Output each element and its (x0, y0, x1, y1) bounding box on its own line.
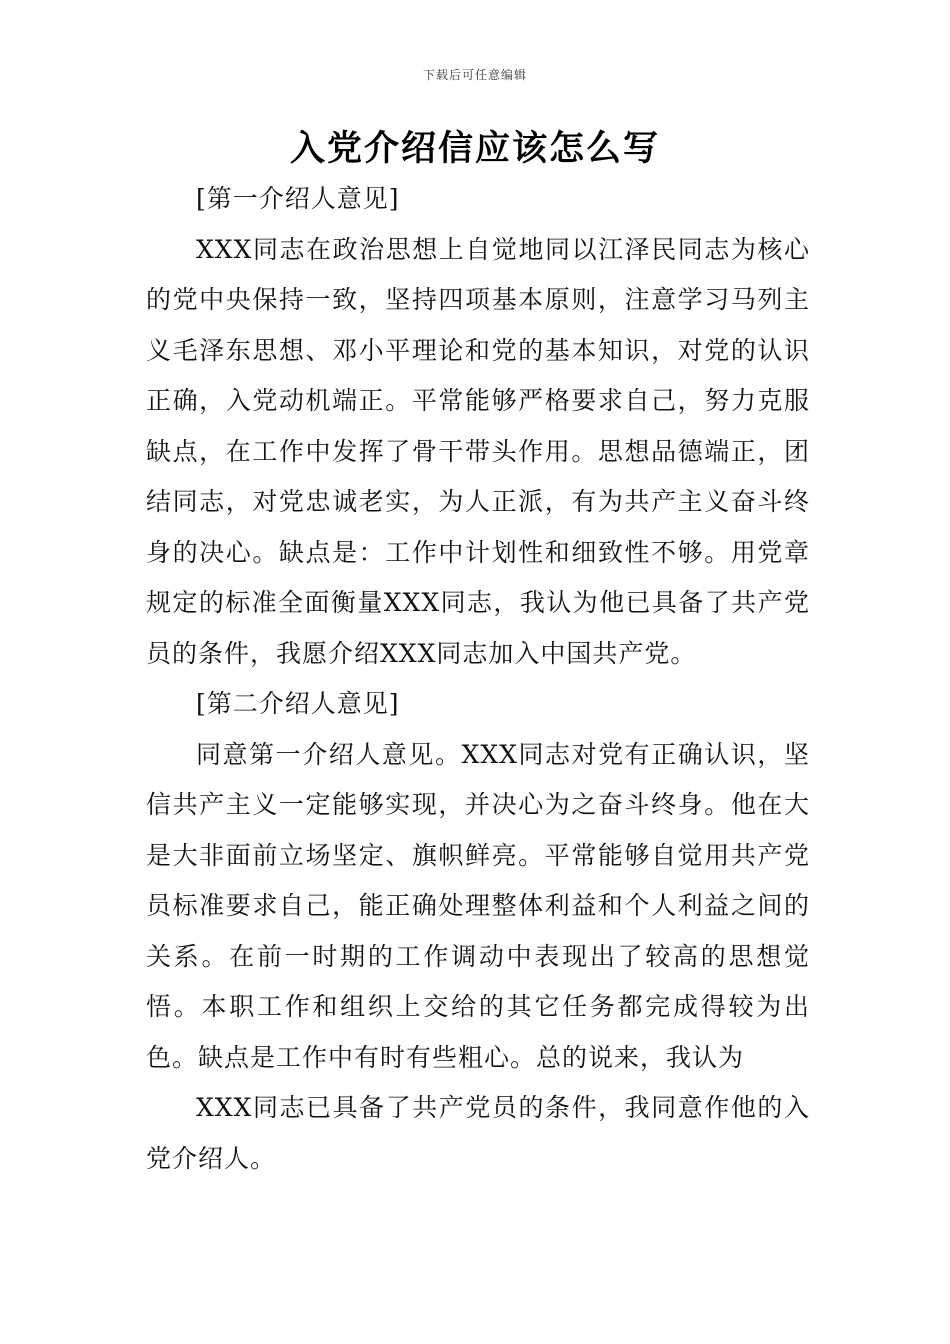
paragraph-first-recommender-opinion: XXX同志在政治思想上自觉地同以江泽民同志为核心的党中央保持一致，坚持四项基本原则，注意学习马列主义毛泽东思想、邓小平理论和党的基本知识，对党的认识正确，入党动机端正。平常能够严格要求自己，努力克服缺点，在工作中发挥了骨干带头作用。思想品德端正，团结同志，对党忠诚老实，为人正派，有为共产主义奋斗终身的决心。缺点是：工作中计划性和细致性不够。用党章规定的标准全面衡量XXX同志，我认为他已具备了共产党员的条件，我愿介绍XXX同志加入中国共产党。 (146, 234, 810, 668)
document-title: 入党介绍信应该怎么写 (289, 128, 660, 169)
paragraph-conclusion: XXX同志已具备了共产党员的条件，我同意作他的入党介绍人。 (146, 1093, 810, 1173)
paragraph-second-recommender-opinion: 同意第一介绍人意见。XXX同志对党有正确认识，坚信共产主义一定能够实现，并决心为之奋斗终身。他在大是大非面前立场坚定、旗帜鲜亮。平常能够自觉用共产党员标准要求自己，能正确处理整体利益和个人利益之间的关系。在前一时期的工作调动中表现出了较高的思想觉悟。本职工作和组织上交给的其它任务都完成得较为出色。缺点是工作中有时有些粗心。总的说来，我认为 (146, 739, 810, 1072)
section-heading-first-recommender: [第一介绍人意见] (196, 184, 400, 213)
header-note: 下载后可任意编辑 (422, 68, 527, 82)
document-body (146, 174, 810, 1184)
section-heading-second-recommender: [第二介绍人意见] (196, 689, 400, 718)
